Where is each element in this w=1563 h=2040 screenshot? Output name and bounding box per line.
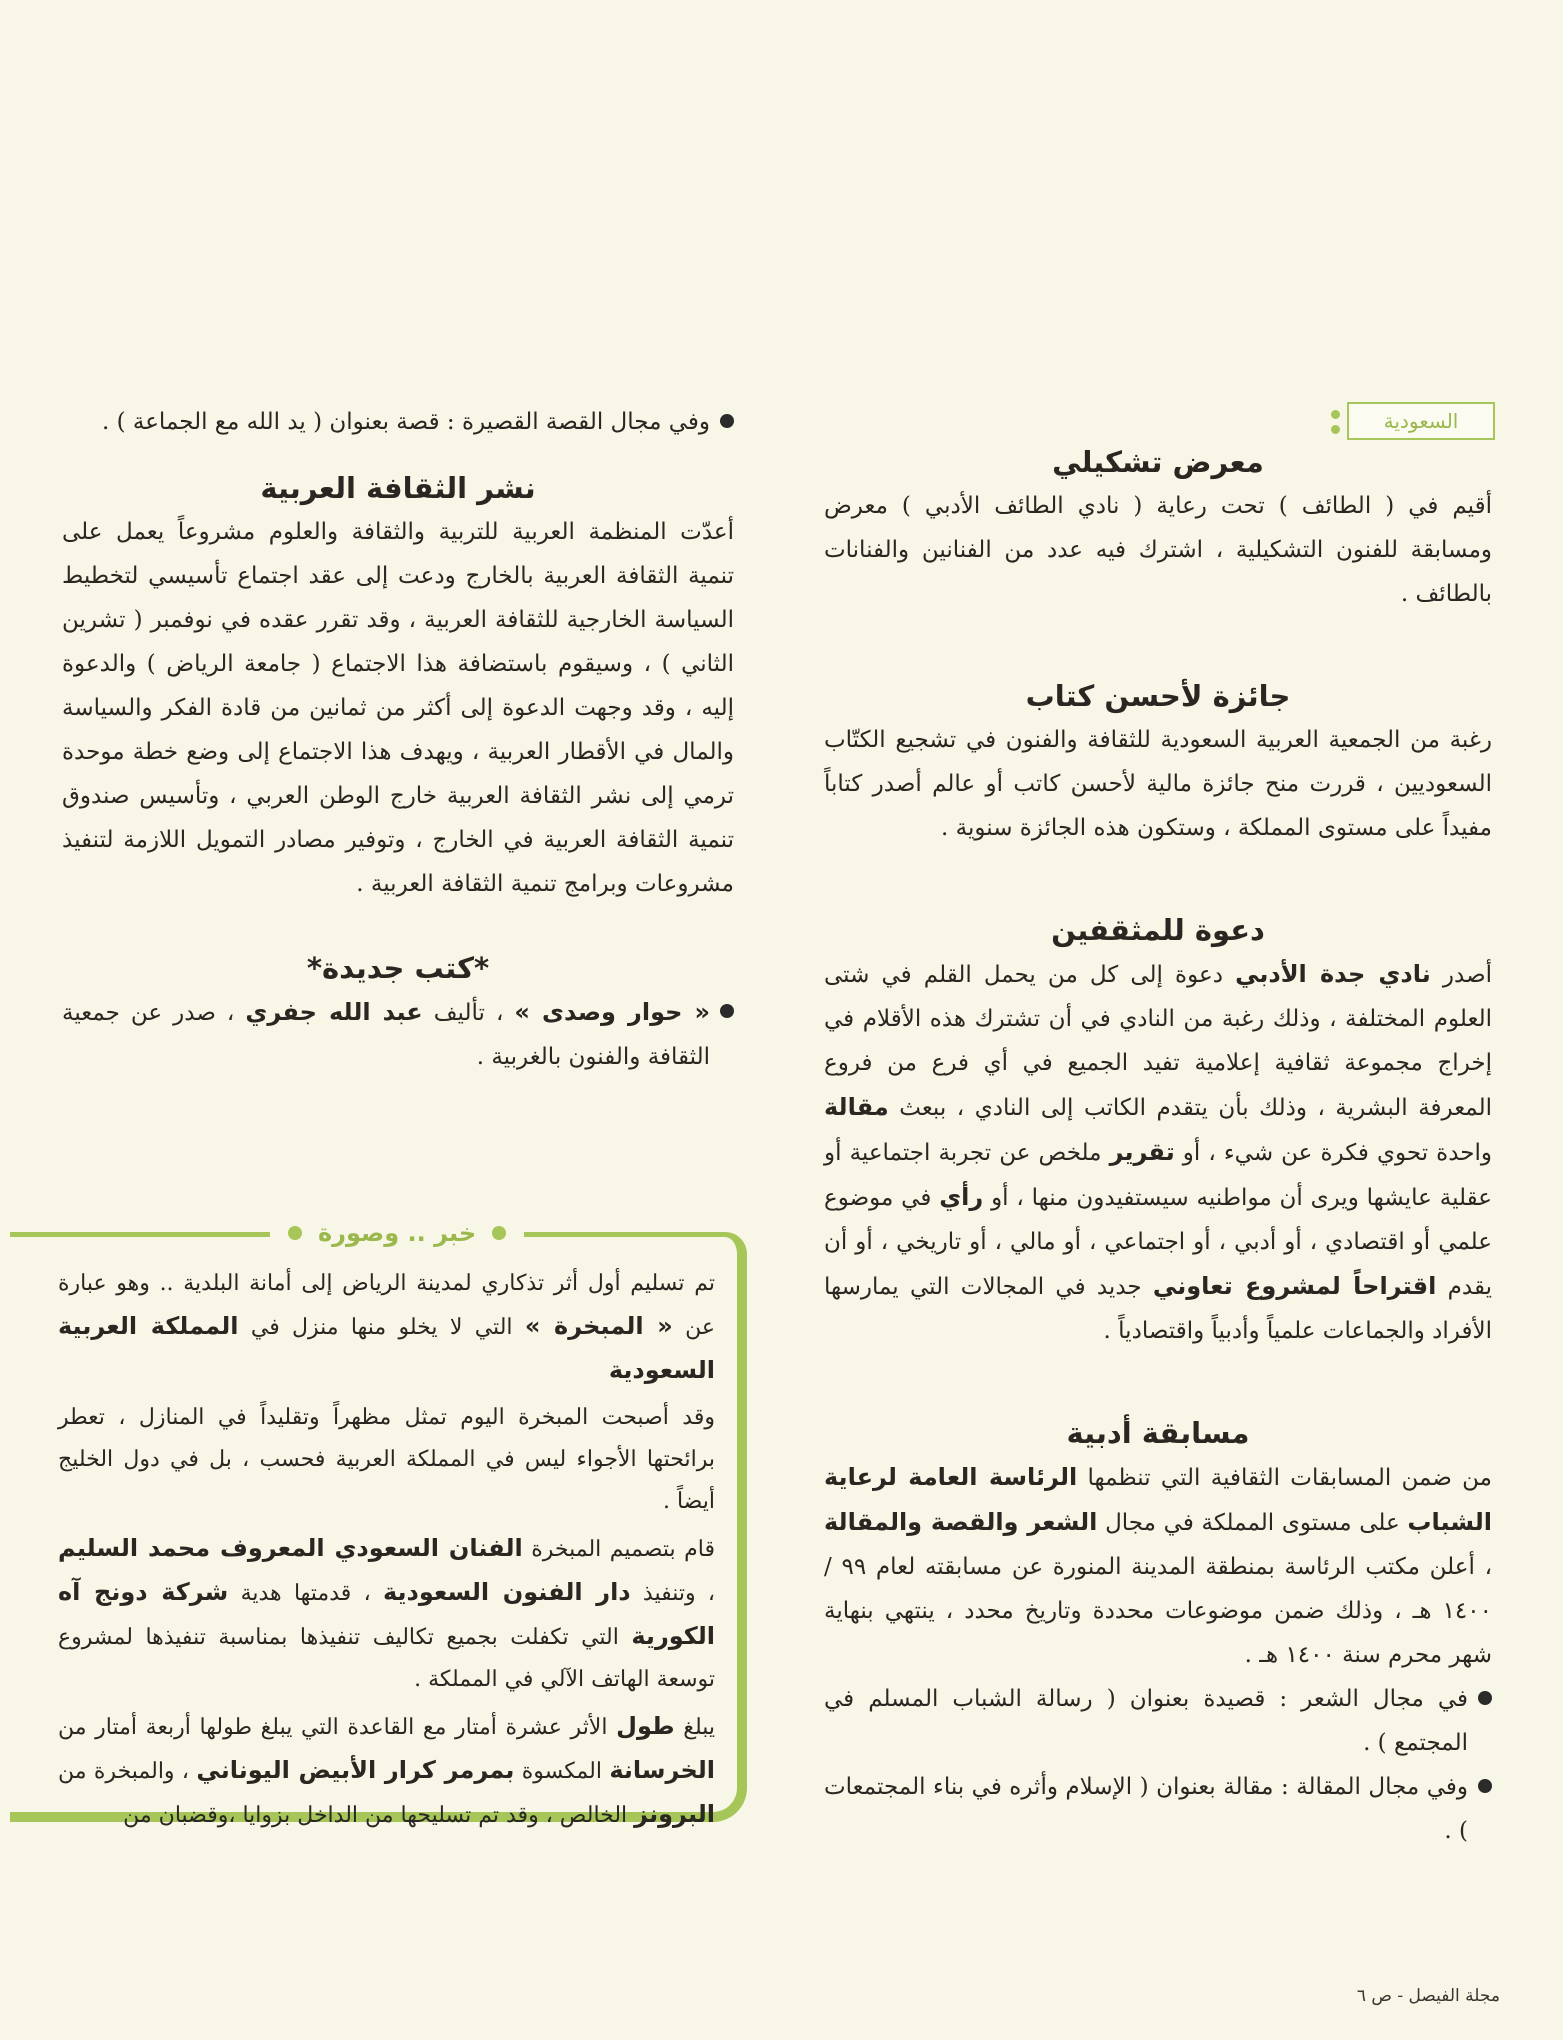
invitation-title: دعوة للمثقفين	[1051, 913, 1265, 947]
bullet-dot	[720, 414, 734, 428]
news-box-content	[58, 1263, 715, 1837]
news-paragraph-3: قام بتصميم المبخرة الفنان السعودي المعروف محمد السليم ، وتنفيذ دار الفنون السعودية ، قدمتها هدية شركة دونج آه الكورية التي تكفلت بجميع تكاليف تنفيذها بمناسبة تنفيذها لمشروع توسعة الهاتف الآلي في المملكة .	[58, 1534, 715, 1692]
bullet-dot	[1478, 1779, 1492, 1793]
news-box-title: خبر .. وصورة	[270, 1215, 524, 1251]
competition-title: مسابقة أدبية	[1066, 1416, 1250, 1450]
books-title: *كتب جديدة*	[306, 951, 490, 985]
exhibition-title: معرض تشكيلي	[1052, 445, 1264, 479]
competition-body: من ضمن المسابقات الثقافية التي تنظمها الرئاسة العامة لرعاية الشباب على مستوى المملكة في مجال الشعر والقصة والمقالة ، أعلن مكتب الرئاسة بمنطقة المدينة المنورة عن مسابقته لعام ٩٩ / ١٤٠٠ هـ ، وذلك ضمن موضوعات محددة وتاريخ محدد ، ينتهي بنهاية شهر محرم سنة ١٤٠٠ هـ .	[824, 1463, 1493, 1668]
news-box	[10, 1219, 747, 1828]
page-footer: مجلة الفيصل - ص ٦	[1356, 1986, 1500, 2006]
right-column	[824, 400, 1492, 1853]
award-body: رغبة من الجمعية العربية السعودية للثقافة والفنون في تشجيع الكتّاب السعوديين ، قررت منح جائزة مالية لأحسن كاتب أو عالم أصدر كتاباً مفيداً على مستوى المملكة ، وستكون هذه الجائزة سنوية .	[824, 727, 1492, 841]
section-tag: السعودية	[1347, 402, 1495, 440]
news-paragraph-2: وقد أصبحت المبخرة اليوم تمثل مظهراً وتقليداً في المنازل ، تعطر برائحتها الأجواء ليس في المملكة العربية فحسب ، بل في دول الخليج أيضاً .	[58, 1405, 715, 1514]
story-bullet: وفي مجال القصة القصيرة : قصة بعنوان ( يد الله مع الجماعة ) .	[62, 400, 734, 444]
title-dot	[492, 1226, 506, 1240]
essay-bullet: وفي مجال المقالة : مقالة بعنوان ( الإسلام وأثره في بناء المجتمعات ) .	[824, 1765, 1492, 1853]
poetry-bullet: في مجال الشعر : قصيدة بعنوان ( رسالة الشباب المسلم في المجتمع ) .	[824, 1677, 1492, 1765]
invitation-body: أصدر نادي جدة الأدبي دعوة إلى كل من يحمل القلم في شتى العلوم المختلفة ، وذلك رغبة من النادي في أن تشترك هذه الأقلام في إخراج مجموعة ثقافية إعلامية تفيد الجميع في أي فرع من فروع المعرفة البشرية ، وذلك بأن يتقدم الكاتب إلى النادي ، ببعث مقالة واحدة تحوي فكرة عن شيء ، أو تقرير ملخص عن تجربة اجتماعية أو عقلية عايشها ويرى أن مواطنيه سيستفيدون منها ، أو رأي في موضوع علمي أو اقتصادي ، أو أدبي ، أو اجتماعي ، أو مالي ، أو تاريخي ، أو أن يقدم اقتراحاً لمشروع تعاوني جديد في المجالات التي يمارسها الأفراد والجماعات علمياً وأدبياً واقتصادياً .	[824, 960, 1493, 1344]
left-column	[62, 400, 734, 1079]
news-paragraph-4: يبلغ طول الأثر عشرة أمتار مع القاعدة التي يبلغ طولها أربعة أمتار من الخرسانة المكسوة بمرمر كرار الأبيض اليوناني ، والمبخرة من البرونز الخالص ، وقد تم تسليحها من الداخل بزوايا ،وقضبان من	[58, 1712, 716, 1828]
books-bullet: « حوار وصدى » ، تأليف عبد الله جفري ، صدر عن جمعية الثقافة والفنون بالغربية .	[62, 990, 734, 1079]
title-dot	[288, 1226, 302, 1240]
news-paragraph-1: تم تسليم أول أثر تذكاري لمدينة الرياض إلى أمانة البلدية .. وهو عبارة عن « المبخرة » التي لا يخلو منها منزل في المملكة العربية السعودية	[58, 1271, 715, 1384]
bullet-dot	[720, 1004, 734, 1018]
award-title: جائزة لأحسن كتاب	[1025, 679, 1291, 713]
exhibition-body: أقيم في ( الطائف ) تحت رعاية ( نادي الطائف الأدبي ) معرض ومسابقة للفنون التشكيلية ، اشترك فيه عدد من الفنانين والفنانات بالطائف .	[824, 493, 1492, 607]
bullet-dot	[1478, 1691, 1492, 1705]
culture-body: أعدّت المنظمة العربية للتربية والثقافة والعلوم مشروعاً يعمل على تنمية الثقافة العربية بالخارج ودعت إلى عقد اجتماع تأسيسي لتخطيط السياسة الخارجية للثقافة العربية ، وقد تقرر عقده في نوفمبر ( تشرين الثاني ) ، وسيقوم باستضافة هذا الاجتماع ( جامعة الرياض ) والدعوة إليه ، وقد وجهت الدعوة إلى أكثر من ثمانين من قادة الفكر والسياسة والمال في الأقطار العربية ، ويهدف هذا الاجتماع إلى وضع خطة موحدة ترمي إلى نشر الثقافة العربية خارج الوطن العربي ، وتأسيس صندوق تنمية الثقافة العربية في الخارج ، وتوفير مصادر التمويل اللازمة لتنفيذ مشروعات وبرامج تنمية الثقافة العربية .	[62, 519, 734, 897]
culture-title: نشر الثقافة العربية	[260, 471, 536, 505]
